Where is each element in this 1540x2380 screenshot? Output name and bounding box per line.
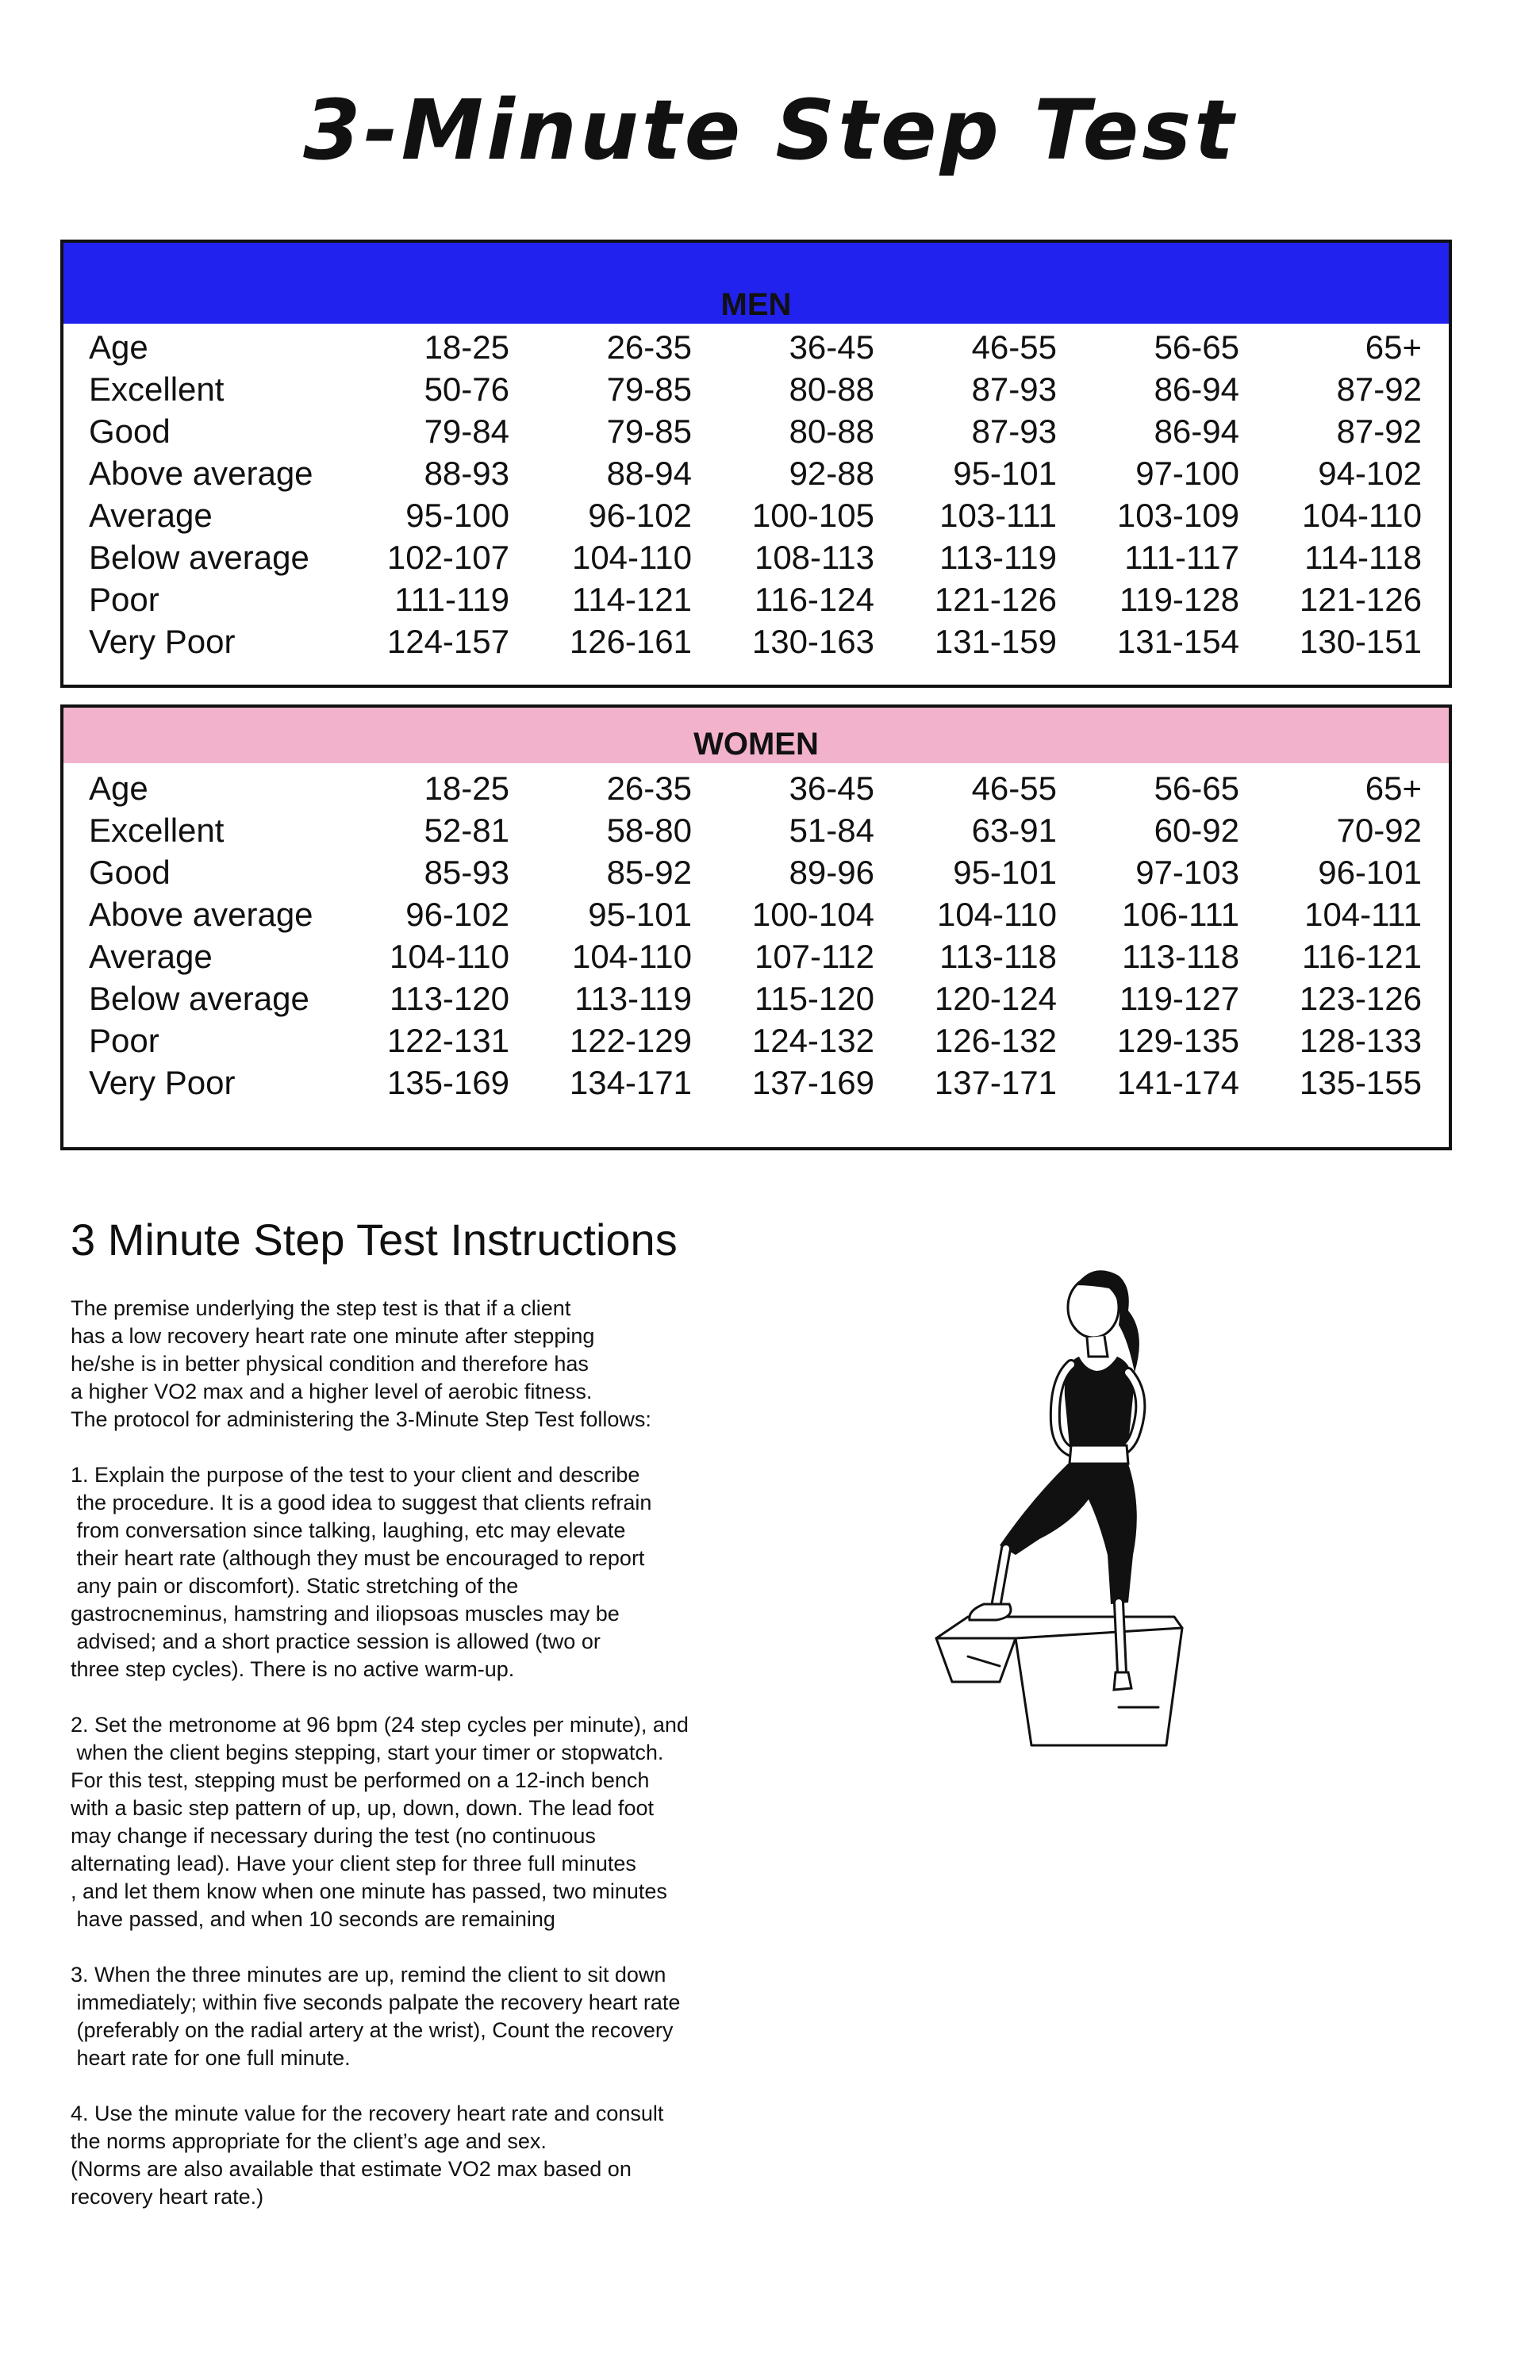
table-cell: 113-118	[939, 937, 1057, 975]
table-cell: 129-135	[1116, 1021, 1239, 1059]
table-cell: 79-85	[606, 370, 692, 408]
table-cell: 113-119	[574, 979, 692, 1017]
table-cell: 134-171	[569, 1063, 692, 1101]
table-cell: 51-84	[789, 811, 874, 849]
instruction-line: a higher VO2 max and a higher level of aerobic fitness.	[71, 1380, 593, 1403]
table-cell: 107-112	[754, 937, 874, 975]
women-table-grid	[89, 767, 1422, 1104]
instruction-line: with a basic step pattern of up, up, down, down. The lead foot	[71, 1796, 654, 1820]
woman-stepping-illustration	[920, 1238, 1238, 1777]
row-label: Age	[89, 328, 148, 366]
table-cell: 50-76	[424, 370, 509, 408]
table-cell: 79-85	[606, 412, 692, 450]
table-row	[89, 494, 1422, 536]
table-cell: 137-171	[934, 1063, 1057, 1101]
row-label: Very Poor	[89, 1063, 236, 1101]
table-cell: 95-101	[588, 895, 692, 933]
table-row	[89, 851, 1422, 893]
table-cell: 102-107	[386, 538, 509, 576]
leggings	[1000, 1464, 1137, 1604]
table-cell: 108-113	[754, 538, 874, 576]
instruction-line: heart rate for one full minute.	[71, 2046, 351, 2070]
table-cell: 100-105	[751, 496, 874, 534]
row-label: Average	[89, 496, 213, 534]
table-cell: 119-128	[1119, 580, 1239, 618]
table-cell: 87-92	[1336, 412, 1422, 450]
instruction-line: 3. When the three minutes are up, remind the client to sit down	[71, 1963, 666, 1987]
instruction-line: The protocol for administering the 3-Minute Step Test follows:	[71, 1407, 651, 1431]
table-cell: 80-88	[789, 370, 874, 408]
instruction-line: alternating lead). Have your client step for three full minutes	[71, 1852, 636, 1875]
row-label: Poor	[89, 580, 159, 618]
instruction-line	[71, 2072, 864, 2100]
row-label: Above average	[89, 895, 313, 933]
table-row	[89, 410, 1422, 452]
table-cell: 95-101	[953, 853, 1057, 891]
table-cell: 104-110	[936, 895, 1057, 933]
men-norms-table	[60, 240, 1452, 688]
instruction-line: the procedure. It is a good idea to suggest that clients refrain	[71, 1491, 652, 1514]
left-shoe-icon	[970, 1604, 1011, 1620]
table-row	[89, 893, 1422, 935]
table-cell: 104-110	[571, 937, 692, 975]
women-header-band	[63, 708, 1449, 763]
table-cell: 126-132	[934, 1021, 1057, 1059]
table-cell: 113-119	[939, 538, 1057, 576]
table-row	[89, 536, 1422, 578]
row-label: Below average	[89, 979, 309, 1017]
table-cell: 46-55	[971, 328, 1057, 366]
table-row	[89, 368, 1422, 410]
instruction-line: may change if necessary during the test (no continuous	[71, 1824, 596, 1848]
table-cell: 103-109	[1116, 496, 1239, 534]
table-row	[89, 767, 1422, 809]
table-cell: 104-110	[1301, 496, 1422, 534]
table-cell: 36-45	[789, 328, 874, 366]
table-cell: 87-93	[971, 412, 1057, 450]
instruction-line: he/she is in better physical condition and therefore has	[71, 1352, 589, 1376]
row-label: Good	[89, 412, 171, 450]
table-cell: 58-80	[606, 811, 692, 849]
instruction-line: The premise underlying the step test is that if a client	[71, 1296, 571, 1320]
table-row	[89, 578, 1422, 620]
table-cell: 131-154	[1116, 622, 1239, 660]
table-cell: 141-174	[1116, 1063, 1239, 1101]
table-cell: 89-96	[789, 853, 874, 891]
table-cell: 116-124	[754, 580, 874, 618]
row-label: Below average	[89, 538, 309, 576]
instruction-line	[71, 1683, 864, 1711]
table-cell: 95-101	[953, 454, 1057, 492]
table-cell: 124-132	[751, 1021, 874, 1059]
table-cell: 97-100	[1135, 454, 1239, 492]
table-cell: 121-126	[1299, 580, 1422, 618]
table-cell: 106-111	[1122, 895, 1239, 933]
instructions-heading: 3 Minute Step Test Instructions	[71, 1215, 678, 1265]
table-cell: 113-120	[389, 979, 509, 1017]
table-cell: 130-151	[1299, 622, 1422, 660]
instruction-line: , and let them know when one minute has passed, two minutes	[71, 1879, 667, 1903]
step-bench-front	[1016, 1628, 1182, 1745]
row-label: Poor	[89, 1021, 159, 1059]
table-cell: 122-131	[386, 1021, 509, 1059]
table-cell: 103-111	[939, 496, 1057, 534]
table-cell: 131-159	[934, 622, 1057, 660]
instruction-line: any pain or discomfort). Static stretching of the	[71, 1574, 519, 1598]
instruction-line: 2. Set the metronome at 96 bpm (24 step cycles per minute), and	[71, 1713, 689, 1737]
men-table-grid	[89, 326, 1422, 662]
instruction-line: For this test, stepping must be performed on a 12-inch bench	[71, 1768, 650, 1792]
instruction-line: three step cycles). There is no active warm-up.	[71, 1657, 515, 1681]
table-cell: 120-124	[934, 979, 1057, 1017]
men-table-label: MEN	[720, 287, 792, 322]
page-title: 3-Minute Step Test	[303, 82, 1237, 178]
instruction-line: when the client begins stepping, start your timer or stopwatch.	[71, 1741, 664, 1764]
table-cell: 123-126	[1299, 979, 1422, 1017]
table-cell: 88-93	[424, 454, 509, 492]
women-norms-table	[60, 704, 1452, 1150]
table-cell: 80-88	[789, 412, 874, 450]
table-cell: 124-157	[386, 622, 509, 660]
row-label: Above average	[89, 454, 313, 492]
table-cell: 137-169	[751, 1063, 874, 1101]
table-cell: 86-94	[1154, 370, 1239, 408]
table-cell: 87-92	[1336, 370, 1422, 408]
instructions-body	[71, 1295, 864, 2211]
table-cell: 63-91	[971, 811, 1057, 849]
table-cell: 65+	[1365, 769, 1422, 807]
table-cell: 94-102	[1318, 454, 1422, 492]
instruction-line: recovery heart rate.)	[71, 2185, 264, 2209]
table-row	[89, 1061, 1422, 1104]
table-cell: 119-127	[1119, 979, 1239, 1017]
row-label: Excellent	[89, 811, 225, 849]
table-cell: 111-117	[1124, 538, 1239, 576]
table-row	[89, 1019, 1422, 1061]
table-cell: 52-81	[424, 811, 509, 849]
table-cell: 85-92	[606, 853, 692, 891]
row-label: Average	[89, 937, 213, 975]
instruction-line: advised; and a short practice session is allowed (two or	[71, 1630, 601, 1653]
table-cell: 60-92	[1154, 811, 1239, 849]
table-cell: 104-111	[1304, 895, 1422, 933]
table-cell: 96-101	[1318, 853, 1422, 891]
sports-top	[1065, 1357, 1134, 1445]
instruction-line: gastrocneminus, hamstring and iliopsoas muscles may be	[71, 1602, 620, 1626]
table-cell: 96-102	[588, 496, 692, 534]
instruction-line: from conversation since talking, laughing, etc may elevate	[71, 1518, 626, 1542]
right-shoe-icon	[1114, 1672, 1131, 1690]
instruction-line: has a low recovery heart rate one minute after stepping	[71, 1324, 595, 1348]
table-cell: 65+	[1365, 328, 1422, 366]
table-cell: 46-55	[971, 769, 1057, 807]
table-row	[89, 326, 1422, 368]
instruction-line: (Norms are also available that estimate VO2 max based on	[71, 2157, 632, 2181]
table-cell: 95-100	[405, 496, 509, 534]
row-label: Age	[89, 769, 148, 807]
table-cell: 128-133	[1299, 1021, 1422, 1059]
instruction-line	[71, 1933, 864, 1961]
men-header-band	[63, 243, 1449, 324]
table-cell: 18-25	[424, 328, 509, 366]
table-cell: 97-103	[1135, 853, 1239, 891]
table-row	[89, 935, 1422, 977]
row-label: Excellent	[89, 370, 225, 408]
table-cell: 56-65	[1154, 769, 1239, 807]
instruction-line: have passed, and when 10 seconds are remaining	[71, 1907, 555, 1931]
table-row	[89, 620, 1422, 662]
table-cell: 135-169	[386, 1063, 509, 1101]
instruction-line: the norms appropriate for the client’s age and sex.	[71, 2129, 547, 2153]
table-cell: 104-110	[571, 538, 692, 576]
table-cell: 100-104	[751, 895, 874, 933]
instruction-line: 4. Use the minute value for the recovery heart rate and consult	[71, 2102, 664, 2125]
table-cell: 130-163	[751, 622, 874, 660]
table-cell: 115-120	[754, 979, 874, 1017]
table-cell: 104-110	[389, 937, 509, 975]
table-cell: 92-88	[789, 454, 874, 492]
table-cell: 114-118	[1304, 538, 1422, 576]
table-cell: 26-35	[606, 769, 692, 807]
women-table-label: WOMEN	[693, 727, 819, 762]
instruction-line: (preferably on the radial artery at the wrist), Count the recovery	[71, 2018, 674, 2042]
row-label: Good	[89, 853, 171, 891]
table-cell: 86-94	[1154, 412, 1239, 450]
instruction-line: 1. Explain the purpose of the test to your client and describe	[71, 1463, 640, 1487]
table-row	[89, 452, 1422, 494]
instruction-line: immediately; within five seconds palpate the recovery heart rate	[71, 1990, 681, 2014]
table-cell: 85-93	[424, 853, 509, 891]
table-cell: 87-93	[971, 370, 1057, 408]
table-cell: 116-121	[1301, 937, 1422, 975]
table-cell: 79-84	[424, 412, 509, 450]
table-cell: 121-126	[934, 580, 1057, 618]
table-cell: 96-102	[405, 895, 509, 933]
table-cell: 88-94	[606, 454, 692, 492]
instruction-line: their heart rate (although they must be encouraged to report	[71, 1546, 645, 1570]
table-cell: 26-35	[606, 328, 692, 366]
table-cell: 70-92	[1336, 811, 1422, 849]
instruction-line	[71, 1434, 864, 1461]
table-cell: 111-119	[394, 580, 509, 618]
table-row	[89, 977, 1422, 1019]
table-cell: 56-65	[1154, 328, 1239, 366]
row-label: Very Poor	[89, 622, 236, 660]
table-cell: 18-25	[424, 769, 509, 807]
table-cell: 36-45	[789, 769, 874, 807]
table-cell: 114-121	[571, 580, 692, 618]
table-cell: 126-161	[569, 622, 692, 660]
table-cell: 122-129	[569, 1021, 692, 1059]
table-cell: 135-155	[1299, 1063, 1422, 1101]
table-row	[89, 809, 1422, 851]
table-cell: 113-118	[1122, 937, 1239, 975]
